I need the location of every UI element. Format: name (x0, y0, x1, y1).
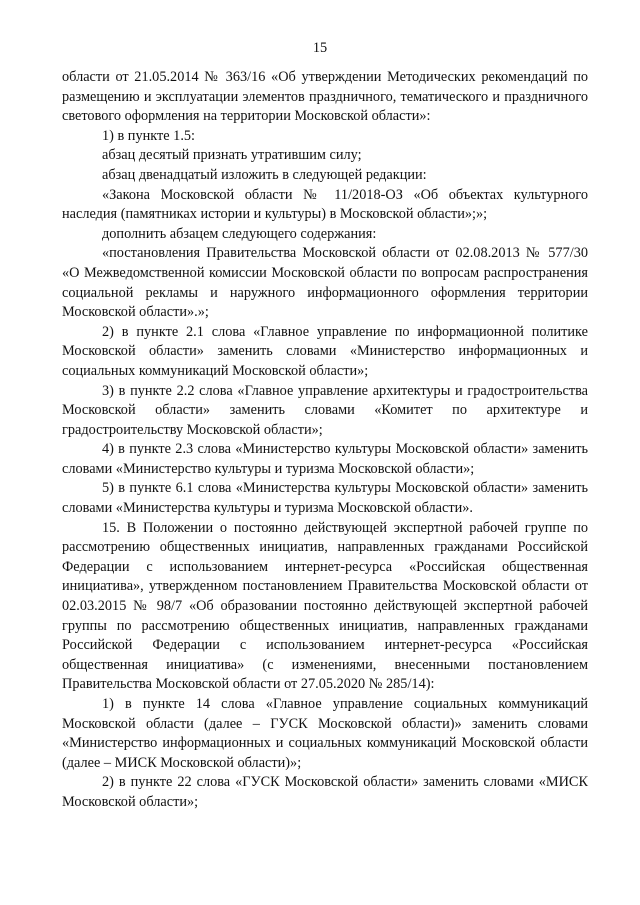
paragraph: 3) в пункте 2.2 слова «Главное управление архитектуры и градостроительства Московской области» заменить словами «Комитет по архитектуре и градостроительству Московской области»; (62, 382, 588, 438)
paragraph: «Закона Московской области № 11/2018-ОЗ «Об объектах культурного наследия (памятниках истории и культуры) в Московской области»;»; (62, 186, 588, 223)
paragraph: 15. В Положении о постоянно действующей экспертной рабочей группе по рассмотрению общественных инициатив, направленных гражданами Российской Федерации с использованием интернет-ресурса «Российская общественная инициатива», утвержденном постановлением Правительства Московской области от 02.03.2015 № 98/7 «Об образовании постоянно действующей экспертной рабочей группы по рассмотрению общественных инициатив, направленных гражданами Российской Федерации с использованием интернет-ресурса «Российская общественная инициатива» (с изменениями, внесенными постановлением Правительства Московской области от 27.05.2020 № 285/14): (62, 519, 588, 693)
paragraph: области от 21.05.2014 № 363/16 «Об утверждении Методических рекомендаций по размещению и эксплуатации элементов праздничного, тематического и праздничного светового оформления на территории Московской области»: (62, 69, 588, 125)
paragraph: дополнить абзацем следующего содержания: (102, 225, 377, 242)
page-number: 15 (312, 40, 328, 56)
paragraph: 2) в пункте 22 слова «ГУСК Московской области» заменить словами «МИСК Московской области»; (62, 774, 588, 810)
paragraph: 2) в пункте 2.1 слова «Главное управление по информационной политике Московской области» заменить словами «Министерство информационных и социальных коммуникаций Московской области»; (62, 323, 588, 379)
paragraph: 1) в пункте 1.5: (102, 127, 196, 144)
paragraph: абзац десятый признать утратившим силу; (102, 147, 362, 164)
paragraph: 1) в пункте 14 слова «Главное управление социальных коммуникаций Московской области (далее – ГУСК Московской области)» заменить словами «Министерство информационных и социальных коммуникаций Московской области (далее – МИСК Московской области)»; (62, 696, 588, 771)
paragraph: «постановления Правительства Московской области от 02.08.2013 № 577/30 «О Межведомственной комиссии Московской области по вопросам распространения социальной рекламы и наружного информационного оформления территории Московской области».»; (62, 245, 588, 321)
paragraph: 4) в пункте 2.3 слова «Министерство культуры Московской области» заменить словами «Министерство культуры и туризма Московской области»; (62, 441, 588, 477)
document-body (62, 68, 588, 813)
paragraph: 5) в пункте 6.1 слова «Министерства культуры Московской области» заменить словами «Министерства культуры и туризма Московской области». (62, 480, 588, 517)
paragraph: абзац двенадцатый изложить в следующей редакции: (102, 166, 427, 183)
